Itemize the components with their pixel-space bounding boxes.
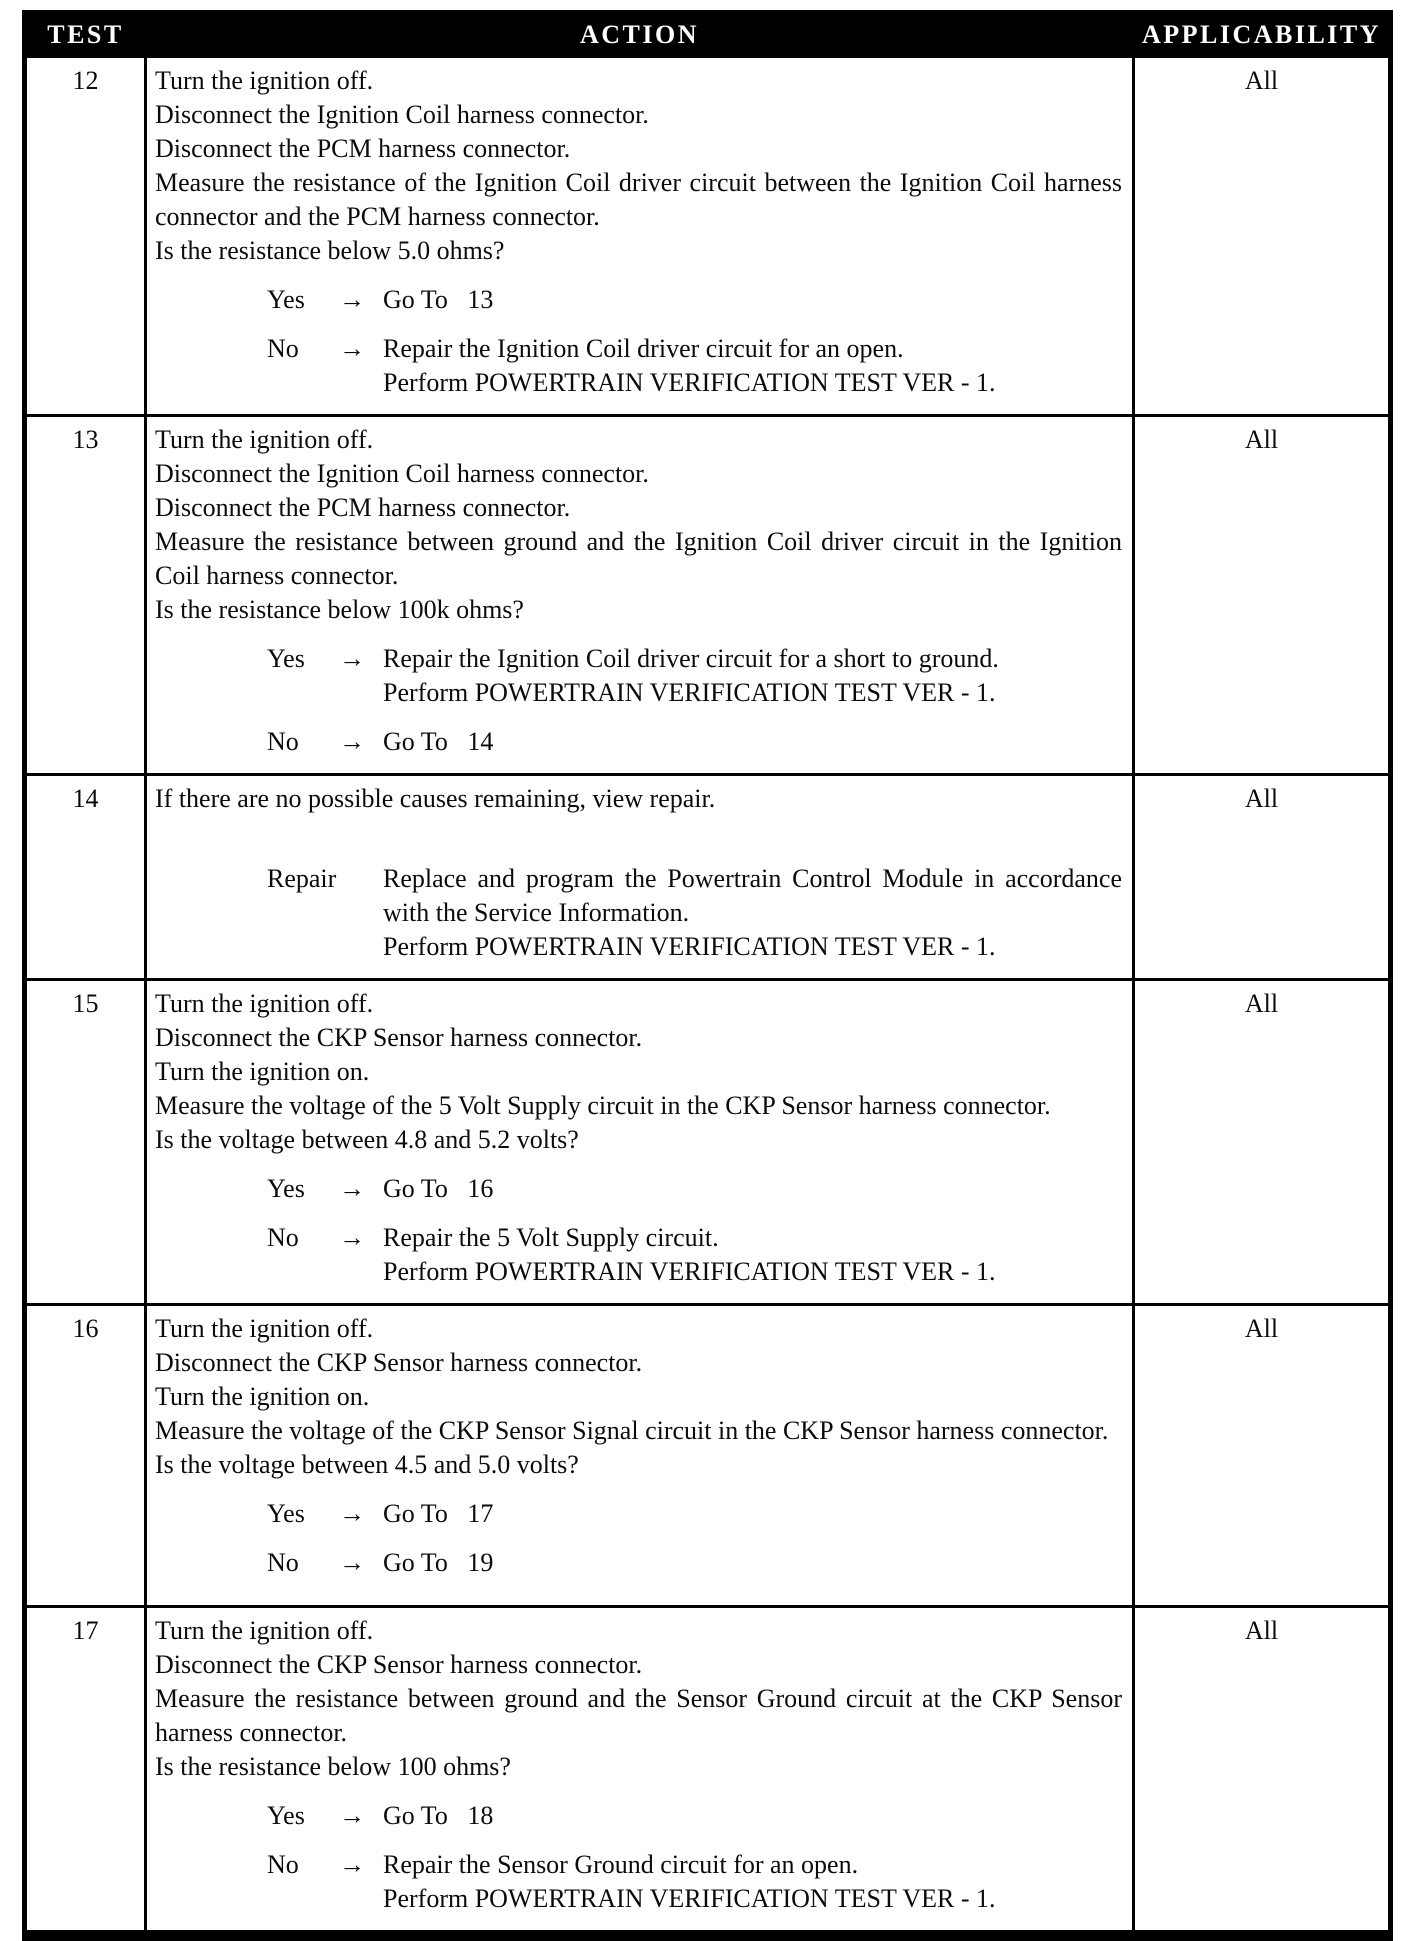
arrow-right-icon: →: [339, 334, 365, 363]
arrow-right-icon: →: [339, 1499, 365, 1528]
applicability-value: All: [1134, 980, 1391, 1305]
test-number: 13: [25, 416, 146, 775]
branch-action-line: Perform POWERTRAIN VERIFICATION TEST VER - 1.: [383, 678, 996, 707]
branch-label: Repair: [267, 864, 337, 893]
action-step: Disconnect the PCM harness connector.: [155, 493, 571, 522]
branch-label: Yes: [267, 1174, 305, 1203]
branch-label: No: [267, 1548, 299, 1577]
test-number: 12: [25, 57, 146, 416]
action-step: Turn the ignition off.: [155, 1314, 374, 1343]
branch-row: [155, 1546, 1122, 1580]
action-step: Turn the ignition off.: [155, 425, 374, 454]
action-cell: [146, 1607, 1134, 1936]
table-row: [25, 416, 1391, 775]
branch-action: [383, 1799, 1122, 1833]
column-header-applicability: APPLICABILITY: [1134, 13, 1391, 57]
action-cell: [146, 775, 1134, 980]
branch-label: No: [267, 1850, 299, 1879]
action-step: Disconnect the Ignition Coil harness connector.: [155, 459, 649, 488]
branch-action: [383, 1546, 1122, 1580]
header-row: [25, 13, 1391, 57]
branch-action: [383, 1172, 1122, 1206]
branch-action-line: Go To 16: [383, 1174, 494, 1203]
action-step: Measure the voltage of the CKP Sensor Signal circuit in the CKP Sensor harness connector.: [155, 1416, 1109, 1445]
branch-row: [155, 1848, 1122, 1916]
test-number: 16: [25, 1305, 146, 1607]
action-step: Is the resistance below 100k ohms?: [155, 595, 524, 624]
branch-row: [155, 642, 1122, 710]
branch-action-line: Go To 18: [383, 1801, 494, 1830]
branch-action-line: Repair the Ignition Coil driver circuit for a short to ground.: [383, 644, 999, 673]
branch-action: [383, 332, 1122, 400]
action-branches: [155, 862, 1129, 964]
branch-row: [155, 332, 1122, 400]
branch-row: [155, 1221, 1122, 1289]
table-header: [25, 13, 1391, 57]
branch-action-line: Repair the Sensor Ground circuit for an open.: [383, 1850, 859, 1879]
branch-action-line: Go To 17: [383, 1499, 494, 1528]
branch-row: [155, 1497, 1122, 1531]
action-steps: [155, 1312, 1122, 1482]
branch-action: [383, 1848, 1122, 1916]
table-row: [25, 57, 1391, 416]
action-steps: [155, 782, 1122, 816]
applicability-value: All: [1134, 1305, 1391, 1607]
branch-label: Yes: [267, 644, 305, 673]
action-steps: [155, 1614, 1122, 1784]
action-step: If there are no possible causes remaining, view repair.: [155, 784, 716, 813]
arrow-right-icon: →: [339, 1223, 365, 1252]
applicability-value: All: [1134, 57, 1391, 416]
branch-label: No: [267, 1223, 299, 1252]
arrow-right-icon: →: [339, 1174, 365, 1203]
action-steps: [155, 64, 1122, 268]
branch-action: [383, 862, 1129, 964]
action-branches: [155, 642, 1122, 759]
action-steps: [155, 423, 1122, 627]
arrow-right-icon: →: [339, 285, 365, 314]
action-step: Turn the ignition on.: [155, 1382, 370, 1411]
branch-label: No: [267, 334, 299, 363]
action-step: Turn the ignition on.: [155, 1057, 370, 1086]
branch-action: [383, 1221, 1122, 1289]
action-step: Measure the voltage of the 5 Volt Supply circuit in the CKP Sensor harness connector.: [155, 1091, 1051, 1120]
branch-action-line: Go To 19: [383, 1548, 494, 1577]
action-step: Measure the resistance between ground and the Ignition Coil driver circuit in the Ignition Coil harness connector.: [155, 527, 1122, 590]
action-step: Disconnect the CKP Sensor harness connector.: [155, 1650, 643, 1679]
test-number: 17: [25, 1607, 146, 1936]
branch-action: [383, 1497, 1122, 1531]
branch-action-line: Repair the 5 Volt Supply circuit.: [383, 1223, 719, 1252]
branch-action-line: Replace and program the Powertrain Control Module in accordance with the Service Information.: [383, 864, 1129, 927]
branch-row: [155, 1172, 1122, 1206]
action-step: Measure the resistance between ground and the Sensor Ground circuit at the CKP Sensor harness connector.: [155, 1684, 1122, 1747]
branch-action-line: Perform POWERTRAIN VERIFICATION TEST VER - 1.: [383, 368, 996, 397]
action-cell: [146, 57, 1134, 416]
action-branches: [155, 1172, 1122, 1289]
applicability-value: All: [1134, 775, 1391, 980]
arrow-right-icon: →: [339, 644, 365, 673]
action-cell: [146, 416, 1134, 775]
branch-label: Yes: [267, 1801, 305, 1830]
action-step: Turn the ignition off.: [155, 66, 374, 95]
arrow-right-icon: →: [339, 727, 365, 756]
table-row: [25, 1305, 1391, 1607]
branch-action-line: Go To 13: [383, 285, 494, 314]
branch-row: [155, 862, 1129, 964]
table-row: [25, 775, 1391, 980]
branch-label: No: [267, 727, 299, 756]
action-branches: [155, 283, 1122, 400]
branch-label: Yes: [267, 1499, 305, 1528]
table-row: [25, 980, 1391, 1305]
action-step: Disconnect the CKP Sensor harness connector.: [155, 1348, 643, 1377]
branch-action-line: Perform POWERTRAIN VERIFICATION TEST VER - 1.: [383, 1257, 996, 1286]
action-steps: [155, 987, 1122, 1157]
branch-action: [383, 283, 1122, 317]
action-branches: [155, 1799, 1122, 1916]
test-number: 14: [25, 775, 146, 980]
diagnostic-test-table: [22, 10, 1393, 1941]
branch-action: [383, 642, 1122, 710]
applicability-value: All: [1134, 416, 1391, 775]
action-branches: [155, 1497, 1122, 1580]
branch-label: Yes: [267, 285, 305, 314]
action-step: Is the resistance below 5.0 ohms?: [155, 236, 505, 265]
arrow-right-icon: →: [339, 1548, 365, 1577]
branch-action-line: Repair the Ignition Coil driver circuit for an open.: [383, 334, 904, 363]
branch-action: [383, 725, 1122, 759]
branch-row: [155, 725, 1122, 759]
test-number: 15: [25, 980, 146, 1305]
column-header-action: ACTION: [146, 13, 1134, 57]
action-step: Measure the resistance of the Ignition Coil driver circuit between the Ignition Coil harness connector and the PCM harness connector.: [155, 168, 1122, 231]
table-row: [25, 1607, 1391, 1936]
branch-row: [155, 1799, 1122, 1833]
action-step: Disconnect the Ignition Coil harness connector.: [155, 100, 649, 129]
branch-action-line: Perform POWERTRAIN VERIFICATION TEST VER - 1.: [383, 932, 996, 961]
column-header-test: TEST: [25, 13, 146, 57]
action-step: Disconnect the CKP Sensor harness connector.: [155, 1023, 643, 1052]
action-cell: [146, 980, 1134, 1305]
arrow-right-icon: →: [339, 1801, 365, 1830]
branch-action-line: Go To 14: [383, 727, 494, 756]
action-step: Is the voltage between 4.8 and 5.2 volts?: [155, 1125, 579, 1154]
applicability-value: All: [1134, 1607, 1391, 1936]
action-step: Turn the ignition off.: [155, 1616, 374, 1645]
action-cell: [146, 1305, 1134, 1607]
branch-action-line: Perform POWERTRAIN VERIFICATION TEST VER - 1.: [383, 1884, 996, 1913]
action-step: Is the voltage between 4.5 and 5.0 volts?: [155, 1450, 579, 1479]
table-body: [25, 57, 1391, 1936]
branch-row: [155, 283, 1122, 317]
action-step: Turn the ignition off.: [155, 989, 374, 1018]
arrow-right-icon: →: [339, 1850, 365, 1879]
action-step: Disconnect the PCM harness connector.: [155, 134, 571, 163]
action-step: Is the resistance below 100 ohms?: [155, 1752, 511, 1781]
